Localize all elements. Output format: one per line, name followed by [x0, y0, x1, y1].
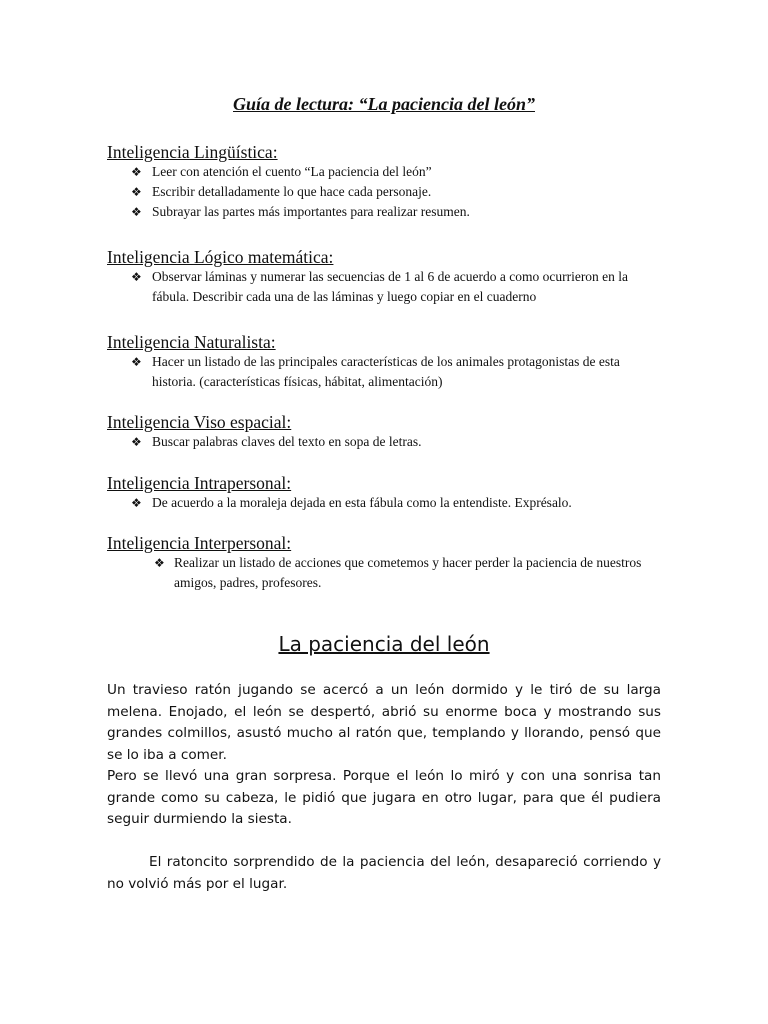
- diamond-bullet-icon: ❖: [131, 355, 142, 369]
- section-heading: Inteligencia Lingüística:: [107, 142, 278, 162]
- diamond-bullet-icon: ❖: [154, 556, 165, 570]
- diamond-bullet-icon: ❖: [131, 165, 142, 179]
- section-linguistica: [107, 142, 667, 222]
- section-naturalista: [107, 332, 667, 392]
- diamond-bullet-icon: ❖: [131, 270, 142, 284]
- story-paragraph: Pero se llevó una gran sorpresa. Porque el león lo miró y con una sonrisa tan grande como su cabeza, le pidió que jugara en otro lugar, para que él pudiera seguir durmiendo la siesta.: [107, 768, 661, 827]
- section-intrapersonal: [107, 473, 667, 513]
- list-item: ❖ De acuerdo a la moraleja dejada en esta fábula como la entendiste. Exprésalo.: [107, 493, 667, 513]
- list-item: ❖ Buscar palabras claves del texto en sopa de letras.: [107, 432, 667, 452]
- diamond-bullet-icon: ❖: [131, 435, 142, 449]
- bullet-list: [107, 432, 667, 452]
- bullet-list: [107, 162, 667, 222]
- story-title: La paciencia del león: [278, 632, 490, 656]
- section-heading: Inteligencia Interpersonal:: [107, 533, 292, 553]
- list-item: ❖ Escribir detalladamente lo que hace cada personaje.: [107, 182, 667, 202]
- section-heading: Inteligencia Naturalista:: [107, 332, 276, 352]
- guide-title: Guía de lectura: “La paciencia del león”: [233, 94, 535, 114]
- list-item: ❖ Hacer un listado de las principales características de los animales protagonistas de esta historia. (características físicas, hábitat, alimentación): [131, 354, 620, 389]
- diamond-bullet-icon: ❖: [131, 496, 142, 510]
- section-heading: Inteligencia Intrapersonal:: [107, 473, 292, 493]
- story-paragraph: Un travieso ratón jugando se acercó a un león dormido y le tiró de su larga melena. Enojado, el león se despertó, abrió su enorme boca y mostrando sus grandes colmillos, asustó mucho al ratón que, templando y llorando, pensó que se lo iba a comer.: [107, 682, 661, 763]
- section-viso-espacial: [107, 412, 667, 452]
- story-body: [107, 680, 661, 895]
- section-heading: Inteligencia Lógico matemática:: [107, 247, 334, 267]
- bullet-list: [107, 493, 667, 513]
- list-item: ❖ Leer con atención el cuento “La paciencia del león”: [107, 162, 667, 182]
- list-item: ❖ Subrayar las partes más importantes para realizar resumen.: [107, 202, 667, 222]
- story-paragraph: El ratoncito sorprendido de la paciencia del león, desapareció corriendo y no volvió más por el lugar.: [107, 854, 661, 892]
- bullet-list: [107, 553, 667, 593]
- diamond-bullet-icon: ❖: [131, 185, 142, 199]
- bullet-list: [107, 267, 667, 307]
- list-item: ❖ Observar láminas y numerar las secuencias de 1 al 6 de acuerdo a como ocurrieron en la fábula. Describir cada una de las láminas y luego copiar en el cuaderno: [131, 269, 629, 304]
- diamond-bullet-icon: ❖: [131, 205, 142, 219]
- list-item: ❖ Realizar un listado de acciones que cometemos y hacer perder la paciencia de nuestros amigos, padres, profesores.: [154, 555, 642, 590]
- section-heading: Inteligencia Viso espacial:: [107, 412, 292, 432]
- section-logico-matematica: [107, 247, 667, 307]
- bullet-list: [107, 352, 667, 392]
- section-interpersonal: [107, 533, 667, 593]
